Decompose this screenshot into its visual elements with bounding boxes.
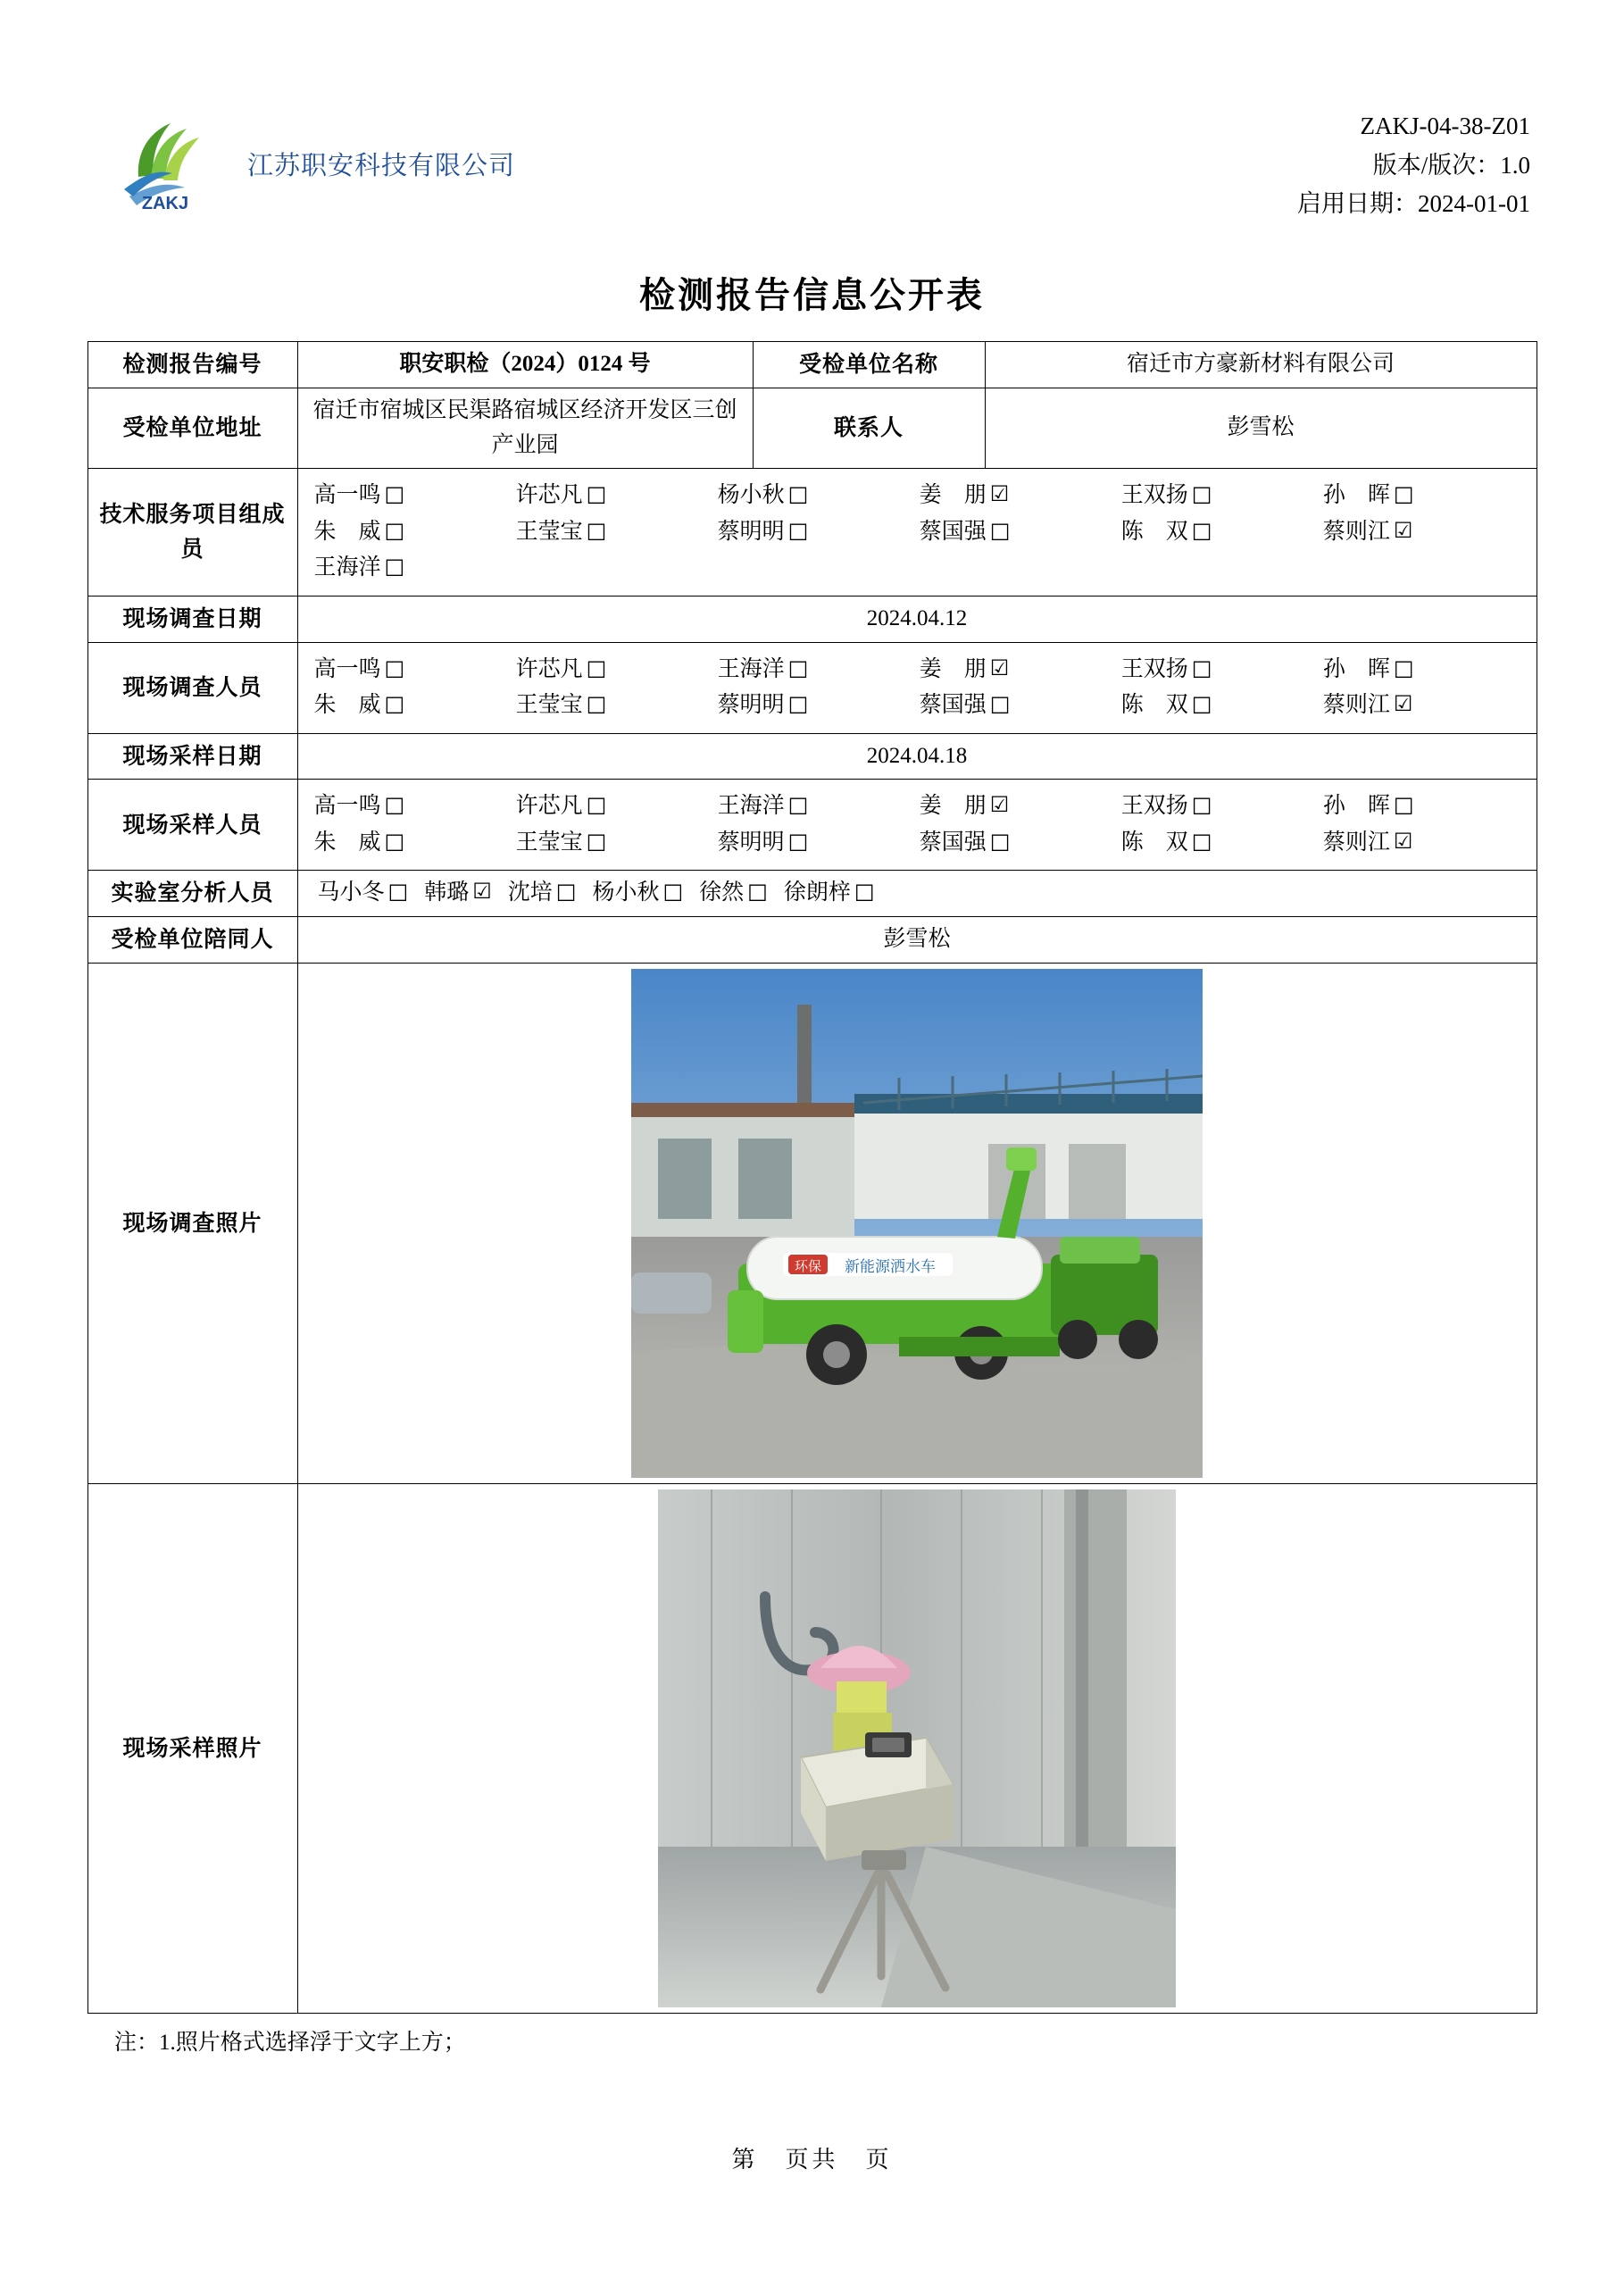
person-name: 马小冬 [317, 880, 385, 905]
unchecked-box-icon[interactable]: □ [787, 828, 809, 854]
person-checkbox-item[interactable] [1323, 478, 1525, 514]
person-name: 姜 朋 [919, 483, 987, 508]
person-name: 徐朗梓 [783, 880, 851, 905]
footnote: 注：1.照片格式选择浮于文字上方； [114, 2030, 466, 2055]
person-checkbox-item[interactable] [314, 652, 516, 688]
unchecked-box-icon[interactable]: □ [1191, 655, 1212, 680]
survey-staff-label: 现场调查人员 [87, 642, 297, 733]
sampling-date-label: 现场采样日期 [87, 733, 297, 780]
unchecked-box-icon[interactable]: □ [854, 879, 875, 905]
document-meta [1297, 107, 1530, 224]
person-checkbox-item[interactable] [314, 688, 516, 724]
unchecked-box-icon[interactable]: □ [555, 879, 577, 905]
table-row [87, 917, 1537, 964]
person-checkbox-item[interactable] [516, 788, 718, 825]
person-checkbox-item[interactable] [920, 688, 1121, 724]
person-name: 蔡则江 [1322, 693, 1390, 718]
unchecked-box-icon[interactable]: □ [384, 481, 405, 507]
person-checkbox-item[interactable] [920, 788, 1121, 825]
survey-photo-cell [297, 963, 1537, 1483]
person-name: 陈 双 [1120, 693, 1188, 718]
unchecked-box-icon[interactable]: □ [1393, 655, 1414, 680]
client-name-label: 受检单位名称 [753, 342, 985, 388]
unchecked-box-icon[interactable]: □ [1393, 792, 1414, 818]
contact-value: 彭雪松 [985, 388, 1537, 469]
report-info-table [87, 341, 1537, 2014]
person-name: 王双扬 [1120, 656, 1188, 681]
sampling-staff-list [305, 785, 1529, 864]
person-name: 杨小秋 [717, 483, 785, 508]
unchecked-box-icon[interactable]: □ [787, 517, 809, 543]
person-checkbox-item[interactable] [718, 652, 920, 688]
table-row [87, 388, 1537, 469]
person-name: 高一鸣 [313, 794, 381, 819]
person-name: 蔡国强 [919, 519, 987, 544]
person-name: 许芯凡 [515, 656, 583, 681]
escort-label: 受检单位陪同人 [87, 917, 297, 964]
unchecked-box-icon[interactable]: □ [586, 828, 607, 854]
person-name: 蔡明明 [717, 693, 785, 718]
person-checkbox-item[interactable] [508, 876, 577, 911]
person-checkbox-item[interactable] [784, 876, 875, 911]
report-no-value: 职安职检（2024）0124 号 [297, 342, 753, 388]
person-checkbox-item[interactable] [1323, 652, 1525, 688]
person-checkbox-item[interactable] [1121, 514, 1323, 551]
person-checkbox-item[interactable] [1323, 788, 1525, 825]
person-checkbox-item[interactable] [920, 652, 1121, 688]
survey-photo-label: 现场调查照片 [87, 963, 297, 1483]
table-row [87, 642, 1537, 733]
person-checkbox-item[interactable] [314, 478, 516, 514]
person-checkbox-item[interactable] [1121, 688, 1323, 724]
person-name: 蔡国强 [919, 693, 987, 718]
person-checkbox-item[interactable] [516, 478, 718, 514]
person-checkbox-item[interactable] [314, 825, 516, 862]
person-name: 蔡则江 [1322, 830, 1390, 855]
person-name: 朱 威 [313, 830, 381, 855]
svg-text:环保: 环保 [794, 1258, 822, 1274]
table-row [87, 963, 1537, 1483]
person-checkbox-item[interactable] [1121, 478, 1323, 514]
sampling-staff-cell [297, 780, 1537, 871]
checked-box-icon[interactable]: ☑ [989, 655, 1010, 680]
person-name: 王双扬 [1120, 794, 1188, 819]
zakj-logo-icon [103, 107, 228, 214]
person-name: 杨小秋 [592, 880, 660, 905]
doc-effective-date: 启用日期：2024-01-01 [1297, 190, 1530, 218]
unchecked-box-icon[interactable]: □ [989, 517, 1011, 543]
unchecked-box-icon[interactable]: □ [989, 691, 1011, 717]
person-name: 王双扬 [1120, 483, 1188, 508]
unchecked-box-icon[interactable]: □ [387, 879, 409, 905]
person-checkbox-item[interactable] [1121, 652, 1323, 688]
table-row [87, 469, 1537, 597]
person-checkbox-item[interactable] [516, 825, 718, 862]
sampling-staff-label: 现场采样人员 [87, 780, 297, 871]
unchecked-box-icon[interactable]: □ [1191, 828, 1212, 854]
escort-value: 彭雪松 [297, 917, 1537, 964]
unchecked-box-icon[interactable]: □ [662, 879, 684, 905]
client-address-label: 受检单位地址 [87, 388, 297, 469]
unchecked-box-icon[interactable]: □ [787, 792, 809, 818]
person-name: 韩璐 [424, 880, 470, 905]
svg-text:新能源洒水车: 新能源洒水车 [845, 1257, 936, 1275]
sampling-date-value: 2024.04.18 [297, 733, 1537, 780]
table-row [87, 596, 1537, 642]
unchecked-box-icon[interactable]: □ [586, 691, 607, 717]
company-brand [103, 107, 515, 214]
unchecked-box-icon[interactable]: □ [1191, 792, 1212, 818]
person-name: 姜 朋 [919, 794, 987, 819]
person-name: 王海洋 [313, 555, 381, 580]
person-name: 孙 晖 [1322, 656, 1390, 681]
checked-box-icon[interactable]: ☑ [472, 879, 492, 905]
unchecked-box-icon[interactable]: □ [787, 691, 809, 717]
unchecked-box-icon[interactable]: □ [787, 481, 809, 507]
person-checkbox-item[interactable] [920, 825, 1121, 862]
person-name: 徐然 [699, 880, 745, 905]
person-checkbox-item[interactable] [1323, 825, 1525, 862]
person-checkbox-item[interactable] [718, 478, 920, 514]
person-name: 朱 威 [313, 693, 381, 718]
person-checkbox-item[interactable] [1323, 688, 1525, 724]
survey-date-label: 现场调查日期 [87, 596, 297, 642]
svg-text:ZAKJ: ZAKJ [141, 194, 189, 213]
team-members-list [305, 474, 1529, 590]
team-members-cell [297, 469, 1537, 597]
person-checkbox-item[interactable] [424, 876, 492, 911]
unchecked-box-icon[interactable]: □ [1191, 481, 1212, 507]
survey-staff-cell [297, 642, 1537, 733]
checked-box-icon[interactable]: ☑ [989, 792, 1010, 818]
sampling-photo-label: 现场采样照片 [87, 1483, 297, 2013]
table-row [87, 342, 1537, 388]
page-title: 检测报告信息公开表 [639, 276, 985, 316]
survey-date-value: 2024.04.12 [297, 596, 1537, 642]
client-address-value: 宿迁市宿城区民渠路宿城区经济开发区三创产业园 [297, 388, 753, 469]
team-members-label: 技术服务项目组成员 [87, 469, 297, 597]
person-name: 王莹宝 [515, 693, 583, 718]
person-name: 许芯凡 [515, 483, 583, 508]
unchecked-box-icon[interactable]: □ [787, 655, 809, 680]
unchecked-box-icon[interactable]: □ [586, 792, 607, 818]
lab-staff-label: 实验室分析人员 [87, 871, 297, 917]
company-name: 江苏职安科技有限公司 [247, 151, 516, 180]
unchecked-box-icon[interactable]: □ [586, 655, 607, 680]
survey-staff-list [305, 648, 1529, 728]
checked-box-icon[interactable]: ☑ [1393, 517, 1413, 543]
checked-box-icon[interactable]: ☑ [989, 481, 1010, 507]
table-row [87, 733, 1537, 780]
person-name: 沈培 [507, 880, 553, 905]
unchecked-box-icon[interactable]: □ [586, 481, 607, 507]
unchecked-box-icon[interactable]: □ [384, 691, 405, 717]
unchecked-box-icon[interactable]: □ [384, 828, 405, 854]
person-checkbox-item[interactable] [718, 688, 920, 724]
person-checkbox-item[interactable] [516, 652, 718, 688]
person-name: 孙 晖 [1322, 794, 1390, 819]
unchecked-box-icon[interactable]: □ [1191, 691, 1212, 717]
lab-staff-cell [297, 871, 1537, 917]
unchecked-box-icon[interactable]: □ [1393, 481, 1414, 507]
person-name: 王海洋 [717, 794, 785, 819]
person-checkbox-item[interactable] [718, 788, 920, 825]
unchecked-box-icon[interactable]: □ [586, 517, 607, 543]
person-checkbox-item[interactable] [1121, 788, 1323, 825]
person-name: 蔡则江 [1322, 519, 1390, 544]
person-checkbox-item[interactable] [718, 514, 920, 551]
sampling-photo [658, 1489, 1176, 2007]
unchecked-box-icon[interactable]: □ [989, 828, 1011, 854]
person-checkbox-item[interactable] [592, 876, 683, 911]
person-name: 朱 威 [313, 519, 381, 544]
survey-photo [631, 969, 1203, 1478]
person-checkbox-item[interactable] [516, 688, 718, 724]
person-name: 孙 晖 [1322, 483, 1390, 508]
person-name: 王莹宝 [515, 519, 583, 544]
person-checkbox-item[interactable] [920, 514, 1121, 551]
person-checkbox-item[interactable] [699, 876, 768, 911]
person-name: 王海洋 [717, 656, 785, 681]
checked-box-icon[interactable]: ☑ [1393, 691, 1413, 717]
unchecked-box-icon[interactable]: □ [747, 879, 768, 905]
person-name: 高一鸣 [313, 656, 381, 681]
unchecked-box-icon[interactable]: □ [384, 554, 405, 580]
client-name-value: 宿迁市方豪新材料有限公司 [985, 342, 1537, 388]
person-name: 姜 朋 [919, 656, 987, 681]
person-checkbox-item[interactable] [318, 876, 409, 911]
sampling-photo-cell [297, 1483, 1537, 2013]
person-checkbox-item[interactable] [920, 478, 1121, 514]
unchecked-box-icon[interactable]: □ [384, 655, 405, 680]
table-row [87, 871, 1537, 917]
person-checkbox-item[interactable] [314, 514, 516, 551]
person-name: 陈 双 [1120, 830, 1188, 855]
person-checkbox-item[interactable] [718, 825, 920, 862]
person-checkbox-item[interactable] [1323, 514, 1525, 551]
person-checkbox-item[interactable] [516, 514, 718, 551]
person-name: 蔡国强 [919, 830, 987, 855]
unchecked-box-icon[interactable]: □ [384, 792, 405, 818]
page-number-text: 第 页共 页 [731, 2146, 893, 2173]
person-name: 蔡明明 [717, 519, 785, 544]
person-name: 陈 双 [1120, 519, 1188, 544]
unchecked-box-icon[interactable]: □ [1191, 517, 1212, 543]
contact-label: 联系人 [753, 388, 985, 469]
person-checkbox-item[interactable] [314, 550, 516, 587]
person-checkbox-item[interactable] [314, 788, 516, 825]
doc-version: 版本/版次：1.0 [1372, 151, 1530, 179]
table-row [87, 1483, 1537, 2013]
report-no-label: 检测报告编号 [87, 342, 297, 388]
person-name: 许芯凡 [515, 794, 583, 819]
lab-staff-list [305, 876, 1529, 911]
table-row [87, 780, 1537, 871]
doc-code: ZAKJ-04-38-Z01 [1360, 113, 1530, 139]
person-checkbox-item[interactable] [1121, 825, 1323, 862]
page-header [0, 0, 1624, 224]
person-name: 王莹宝 [515, 830, 583, 855]
person-name: 蔡明明 [717, 830, 785, 855]
checked-box-icon[interactable]: ☑ [1393, 828, 1413, 854]
person-name: 高一鸣 [313, 483, 381, 508]
unchecked-box-icon[interactable]: □ [384, 517, 405, 543]
page-number-footer [0, 2141, 1624, 2174]
